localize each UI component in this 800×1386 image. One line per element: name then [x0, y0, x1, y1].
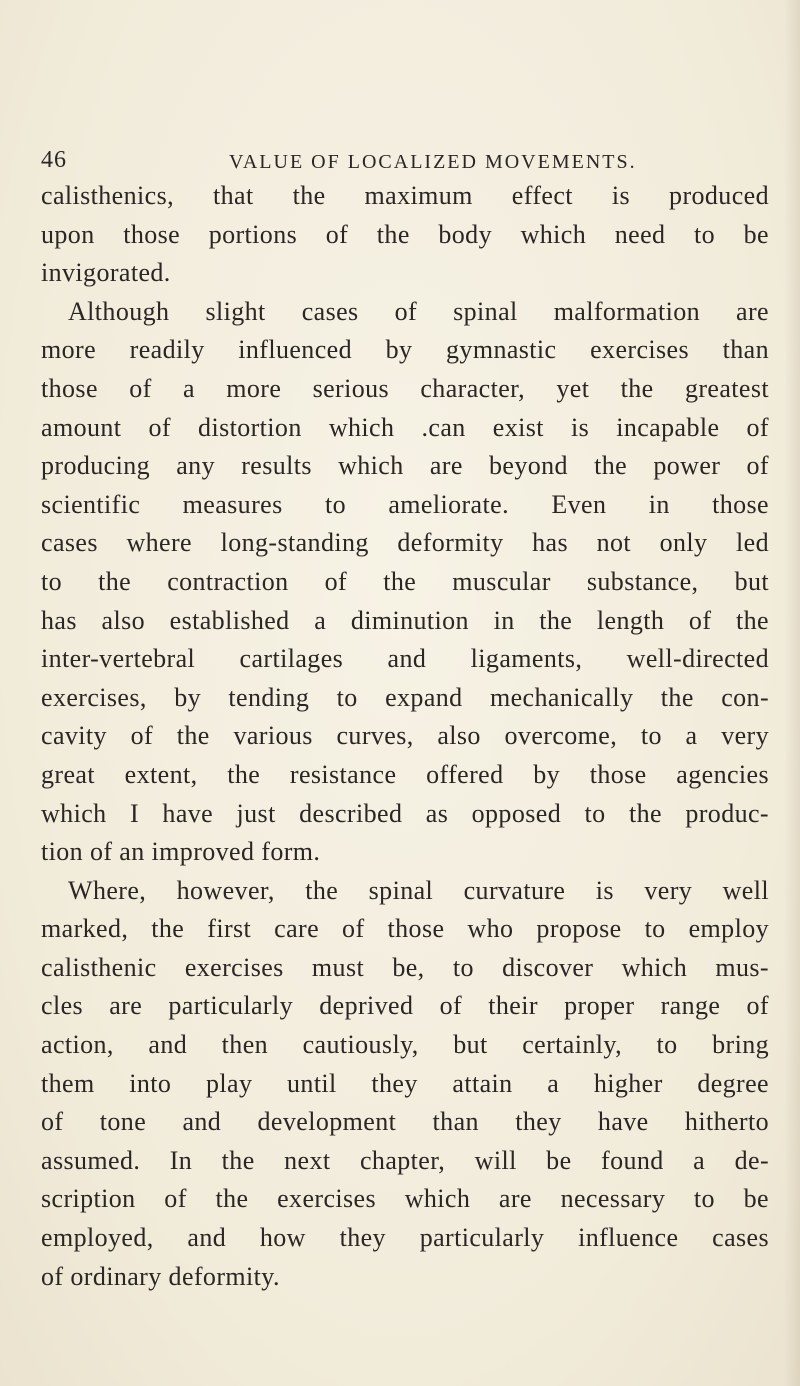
text-line: action, and then cautiously, but certainly, to bring — [41, 1030, 769, 1060]
text-line: scription of the exercises which are necessary to be — [41, 1184, 769, 1214]
paragraph-start-line: Where, however, the spinal curvature is very well — [68, 875, 769, 905]
text-line: of tone and development than they have hitherto — [41, 1107, 769, 1137]
text-line: employed, and how they particularly influence cases — [41, 1223, 769, 1253]
text-line: assumed. In the next chapter, will be found a de- — [41, 1145, 769, 1175]
text-line: to the contraction of the muscular substance, but — [41, 566, 769, 596]
text-line: has also established a diminution in the length of the — [41, 605, 769, 635]
running-head — [41, 145, 761, 179]
text-line: cles are particularly deprived of their proper range of — [41, 991, 769, 1021]
text-line: cases where long-standing deformity has not only led — [41, 528, 769, 558]
text-line: those of a more serious character, yet the greatest — [41, 373, 769, 403]
text-line: upon those portions of the body which need to be — [41, 219, 769, 249]
text-line: inter-vertebral cartilages and ligaments, well-directed — [41, 644, 769, 674]
text-line: which I have just described as opposed to the produc- — [41, 798, 769, 828]
text-line: of ordinary deformity. — [41, 1261, 280, 1291]
text-line: calisthenics, that the maximum effect is produced — [41, 181, 769, 210]
text-line: exercises, by tending to expand mechanically the con- — [41, 682, 769, 712]
paragraph-start-line: Although slight cases of spinal malformation are — [68, 296, 769, 326]
text-line: cavity of the various curves, also overcome, to a very — [41, 721, 769, 751]
text-line: calisthenic exercises must be, to discover which mus- — [41, 952, 769, 982]
text-line: scientific measures to ameliorate. Even in those — [41, 489, 769, 519]
text-line: great extent, the resistance offered by those agencies — [41, 759, 769, 789]
text-line: producing any results which are beyond the power of — [41, 451, 769, 481]
text-line: invigorated. — [41, 258, 171, 288]
page-number: 46 — [41, 147, 67, 173]
page-edge-shadow — [784, 0, 800, 1386]
text-line: more readily influenced by gymnastic exercises than — [41, 335, 769, 365]
text-line: them into play until they attain a higher degree — [41, 1068, 769, 1098]
text-line: marked, the first care of those who propose to employ — [41, 914, 769, 944]
text-line: tion of an improved form. — [41, 837, 321, 867]
body-text — [41, 177, 769, 1296]
text-line: amount of distortion which .can exist is incapable of — [41, 412, 769, 442]
running-title: VALUE OF LOCALIZED MOVEMENTS. — [229, 151, 637, 173]
